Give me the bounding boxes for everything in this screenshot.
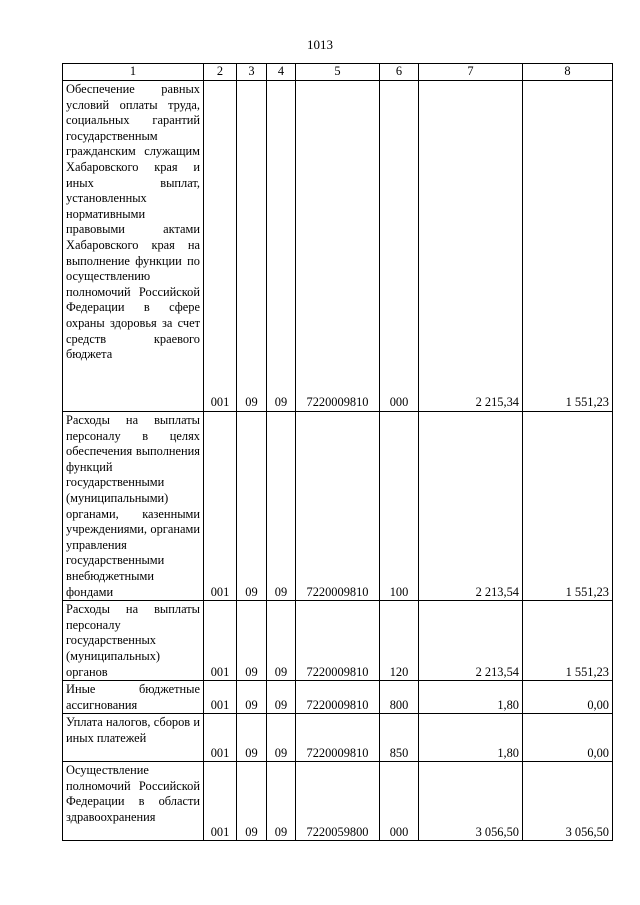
cell-amount-2: 1 551,23 [523, 81, 613, 412]
cell-amount-2: 0,00 [523, 714, 613, 762]
table-row [63, 601, 613, 681]
cell-amount-1: 2 215,34 [419, 81, 523, 412]
row-name: Расходы на выплаты персоналу государственных (муниципальных) органов [63, 601, 204, 681]
cell-target-article: 7220059800 [296, 762, 380, 841]
cell-target-article: 7220009810 [296, 412, 380, 601]
table-row [63, 681, 613, 714]
cell-amount-2: 1 551,23 [523, 412, 613, 601]
header-cell: 7 [419, 64, 523, 81]
cell-amount-1: 1,80 [419, 681, 523, 714]
cell-subsection: 09 [267, 762, 296, 841]
row-name: Осуществление полномочий Российской Федерации в области здравоохранения [63, 762, 204, 841]
cell-expense-type: 000 [380, 762, 419, 841]
row-name: Иные бюджетные ассигнования [63, 681, 204, 714]
cell-ministry: 001 [204, 681, 237, 714]
cell-target-article: 7220009810 [296, 681, 380, 714]
cell-section: 09 [237, 81, 267, 412]
cell-expense-type: 100 [380, 412, 419, 601]
cell-amount-1: 3 056,50 [419, 762, 523, 841]
cell-amount-1: 1,80 [419, 714, 523, 762]
row-name: Уплата налогов, сборов и иных платежей [63, 714, 204, 762]
table-row [63, 714, 613, 762]
cell-amount-2: 0,00 [523, 681, 613, 714]
cell-expense-type: 850 [380, 714, 419, 762]
cell-subsection: 09 [267, 81, 296, 412]
table-row [63, 81, 613, 412]
cell-subsection: 09 [267, 412, 296, 601]
cell-ministry: 001 [204, 714, 237, 762]
cell-section: 09 [237, 412, 267, 601]
header-cell: 5 [296, 64, 380, 81]
cell-ministry: 001 [204, 601, 237, 681]
header-cell: 1 [63, 64, 204, 81]
header-cell: 8 [523, 64, 613, 81]
cell-amount-2: 3 056,50 [523, 762, 613, 841]
table-row [63, 762, 613, 841]
table-row [63, 412, 613, 601]
cell-target-article: 7220009810 [296, 81, 380, 412]
budget-table [62, 63, 613, 841]
cell-amount-1: 2 213,54 [419, 412, 523, 601]
cell-amount-1: 2 213,54 [419, 601, 523, 681]
header-cell: 3 [237, 64, 267, 81]
cell-ministry: 001 [204, 81, 237, 412]
page-number: 1013 [307, 37, 333, 52]
cell-ministry: 001 [204, 412, 237, 601]
cell-target-article: 7220009810 [296, 601, 380, 681]
row-name: Расходы на выплаты персоналу в целях обеспечения выполнения функций государственными (муниципальными) органами, казенными учреждениями, органами управления государственными внебюджетными фондами [63, 412, 204, 601]
table-header-row [63, 64, 613, 81]
header-cell: 4 [267, 64, 296, 81]
header-cell: 2 [204, 64, 237, 81]
cell-subsection: 09 [267, 601, 296, 681]
cell-expense-type: 000 [380, 81, 419, 412]
cell-section: 09 [237, 601, 267, 681]
cell-target-article: 7220009810 [296, 714, 380, 762]
cell-subsection: 09 [267, 714, 296, 762]
cell-amount-2: 1 551,23 [523, 601, 613, 681]
header-cell: 6 [380, 64, 419, 81]
cell-section: 09 [237, 714, 267, 762]
cell-subsection: 09 [267, 681, 296, 714]
cell-section: 09 [237, 681, 267, 714]
cell-expense-type: 800 [380, 681, 419, 714]
cell-expense-type: 120 [380, 601, 419, 681]
cell-section: 09 [237, 762, 267, 841]
cell-ministry: 001 [204, 762, 237, 841]
row-name: Обеспечение равных условий оплаты труда, социальных гарантий государственным гражданским служащим Хабаровского края и иных выплат, установленных нормативными правовыми актами Хабаровского края на выполнение функции по осуществлению полномочий Российской Федерации в сфере охраны здоровья за счет средств краевого бюджета [63, 81, 204, 412]
